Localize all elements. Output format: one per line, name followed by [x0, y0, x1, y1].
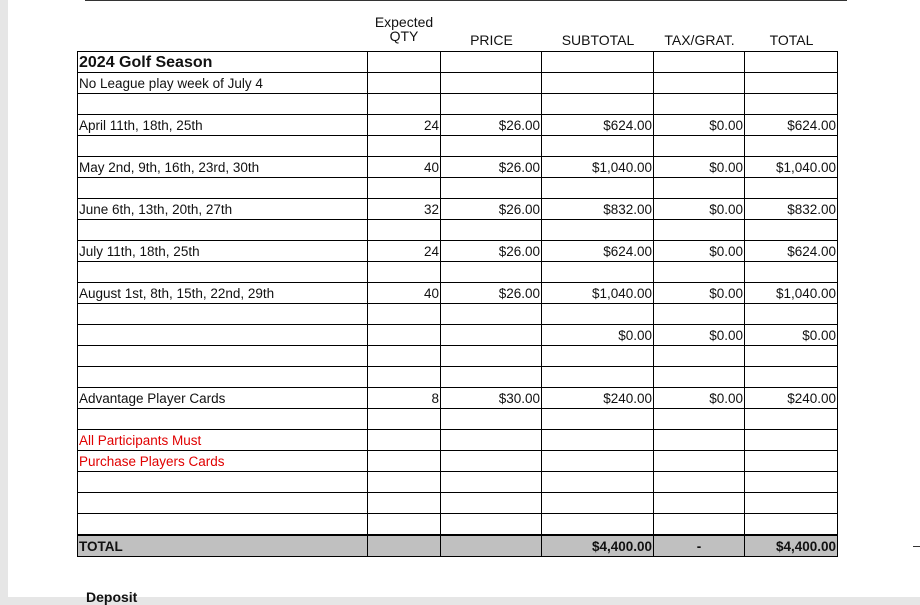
cell-price[interactable]: $26.00 [441, 241, 542, 262]
cell-qty[interactable] [368, 178, 441, 199]
data-row [78, 283, 838, 304]
cell-label[interactable] [78, 346, 368, 367]
cell-total[interactable] [745, 451, 838, 472]
cell-total[interactable]: $0.00 [745, 325, 838, 346]
cell-label[interactable]: April 11th, 18th, 25th [78, 115, 368, 136]
cell-tax[interactable]: - [654, 535, 745, 557]
cell-label[interactable]: June 6th, 13th, 20th, 27th [78, 199, 368, 220]
cell-qty[interactable]: 24 [368, 241, 441, 262]
cell-tax[interactable]: $0.00 [654, 199, 745, 220]
cell-total[interactable]: $832.00 [745, 199, 838, 220]
cell-price[interactable] [441, 136, 542, 157]
cell-total[interactable]: $240.00 [745, 388, 838, 409]
cell-total[interactable] [745, 94, 838, 115]
cell-label[interactable] [78, 493, 368, 514]
cell-total[interactable] [745, 430, 838, 451]
cell-subtotal[interactable]: $1,040.00 [542, 283, 654, 304]
spacer-row [78, 136, 838, 157]
cell-tax[interactable] [654, 430, 745, 451]
cell-tax[interactable] [654, 346, 745, 367]
cell-subtotal[interactable] [542, 136, 654, 157]
cell-label[interactable]: 2024 Golf Season [78, 52, 368, 73]
cell-price[interactable] [441, 514, 542, 536]
cell-tax[interactable] [654, 304, 745, 325]
cell-label[interactable] [78, 136, 368, 157]
cell-label[interactable] [78, 409, 368, 430]
cell-price[interactable] [441, 178, 542, 199]
header-qty [368, 15, 440, 43]
cell-qty[interactable] [368, 304, 441, 325]
spacer-row [78, 409, 838, 430]
spacer-row [78, 178, 838, 199]
spacer-row [78, 94, 838, 115]
cell-label[interactable]: August 1st, 8th, 15th, 22nd, 29th [78, 283, 368, 304]
cell-price[interactable] [441, 325, 542, 346]
spacer-row [78, 472, 838, 493]
cell-qty[interactable] [368, 220, 441, 241]
cell-subtotal[interactable]: $624.00 [542, 241, 654, 262]
cell-total[interactable] [745, 136, 838, 157]
top-rule [85, 0, 847, 1]
cell-total[interactable] [745, 409, 838, 430]
cell-qty[interactable] [368, 367, 441, 388]
cell-label[interactable] [78, 367, 368, 388]
cell-subtotal[interactable]: $240.00 [542, 388, 654, 409]
cell-tax[interactable] [654, 136, 745, 157]
cell-subtotal[interactable]: $4,400.00 [542, 535, 654, 557]
cell-price[interactable] [441, 73, 542, 94]
cell-price[interactable] [441, 367, 542, 388]
cell-total[interactable]: $1,040.00 [745, 157, 838, 178]
cell-qty[interactable] [368, 94, 441, 115]
cell-price[interactable]: $26.00 [441, 199, 542, 220]
cell-tax[interactable] [654, 262, 745, 283]
cell-qty[interactable] [368, 52, 441, 73]
cell-subtotal[interactable] [542, 178, 654, 199]
cell-total[interactable] [745, 367, 838, 388]
golf-season-table [77, 51, 838, 557]
cell-qty[interactable] [368, 346, 441, 367]
cell-total[interactable]: $1,040.00 [745, 283, 838, 304]
cell-tax[interactable] [654, 514, 745, 536]
cell-price[interactable] [441, 472, 542, 493]
cell-label[interactable] [78, 325, 368, 346]
cell-qty[interactable] [368, 409, 441, 430]
cell-qty[interactable]: 8 [368, 388, 441, 409]
cell-tax[interactable] [654, 52, 745, 73]
cell-total[interactable]: $4,400.00 [745, 535, 838, 557]
spacer-row [78, 514, 838, 536]
cell-price[interactable]: $30.00 [441, 388, 542, 409]
cell-label[interactable] [78, 178, 368, 199]
cell-tax[interactable]: $0.00 [654, 325, 745, 346]
cell-total[interactable]: $624.00 [745, 115, 838, 136]
cell-qty[interactable] [368, 451, 441, 472]
cell-subtotal[interactable] [542, 409, 654, 430]
cell-total[interactable] [745, 304, 838, 325]
cell-total[interactable] [745, 220, 838, 241]
title-row [78, 52, 838, 73]
cell-subtotal[interactable] [542, 430, 654, 451]
cell-subtotal[interactable] [542, 73, 654, 94]
spacer-row [78, 220, 838, 241]
warning-row [78, 451, 838, 472]
header-qty-line1: Expected [374, 14, 434, 30]
cell-tax[interactable]: $0.00 [654, 283, 745, 304]
cell-qty[interactable] [368, 262, 441, 283]
cell-price[interactable] [441, 430, 542, 451]
cell-price[interactable] [441, 94, 542, 115]
cell-label[interactable]: Purchase Players Cards [78, 451, 368, 472]
cell-price[interactable] [441, 409, 542, 430]
cell-label[interactable]: Advantage Player Cards [78, 388, 368, 409]
cell-total[interactable] [745, 514, 838, 536]
cell-tax[interactable]: $0.00 [654, 115, 745, 136]
cell-qty[interactable] [368, 514, 441, 536]
cell-qty[interactable]: 32 [368, 199, 441, 220]
cell-total[interactable] [745, 52, 838, 73]
cell-subtotal[interactable] [542, 472, 654, 493]
header-qty-line2: QTY [389, 28, 419, 44]
cell-total[interactable] [745, 73, 838, 94]
header-price: PRICE [470, 32, 513, 48]
cell-qty[interactable] [368, 493, 441, 514]
cell-subtotal[interactable] [542, 220, 654, 241]
cell-total[interactable] [745, 493, 838, 514]
cell-label[interactable]: TOTAL [78, 535, 368, 557]
cell-subtotal[interactable] [542, 94, 654, 115]
cell-subtotal[interactable] [542, 451, 654, 472]
cell-qty[interactable] [368, 535, 441, 557]
cell-tax[interactable] [654, 178, 745, 199]
cell-total[interactable] [745, 262, 838, 283]
cell-tax[interactable] [654, 367, 745, 388]
cell-qty[interactable] [368, 472, 441, 493]
data-row [78, 199, 838, 220]
cell-tax[interactable] [654, 409, 745, 430]
cell-tax[interactable] [654, 73, 745, 94]
spacer-row [78, 304, 838, 325]
cell-label[interactable]: All Participants Must [78, 430, 368, 451]
cell-subtotal[interactable] [542, 493, 654, 514]
cell-subtotal[interactable] [542, 514, 654, 536]
cell-label[interactable]: May 2nd, 9th, 16th, 23rd, 30th [78, 157, 368, 178]
spacer-row [78, 262, 838, 283]
cell-qty[interactable]: 40 [368, 157, 441, 178]
spacer-row [78, 367, 838, 388]
total-row [78, 535, 838, 557]
cell-tax[interactable] [654, 493, 745, 514]
cell-label[interactable]: No League play week of July 4 [78, 73, 368, 94]
spacer-row [78, 493, 838, 514]
cell-subtotal[interactable]: $832.00 [542, 199, 654, 220]
cell-price[interactable] [441, 493, 542, 514]
cell-label[interactable] [78, 220, 368, 241]
cell-price[interactable] [441, 451, 542, 472]
warning-row [78, 430, 838, 451]
cell-price[interactable] [441, 535, 542, 557]
cell-tax[interactable] [654, 472, 745, 493]
cell-label[interactable] [78, 262, 368, 283]
cell-tax[interactable] [654, 451, 745, 472]
cell-price[interactable] [441, 262, 542, 283]
cell-total[interactable] [745, 472, 838, 493]
cell-tax[interactable]: $0.00 [654, 388, 745, 409]
cell-qty[interactable]: 40 [368, 283, 441, 304]
cell-qty[interactable] [368, 73, 441, 94]
spreadsheet-page [8, 0, 920, 605]
margin-dash [913, 546, 920, 547]
cell-tax[interactable] [654, 94, 745, 115]
cell-tax[interactable]: $0.00 [654, 157, 745, 178]
cell-total[interactable] [745, 346, 838, 367]
data-row [78, 241, 838, 262]
header-tax: TAX/GRAT. [664, 32, 735, 48]
cell-tax[interactable] [654, 220, 745, 241]
cards-row [78, 388, 838, 409]
cell-subtotal[interactable]: $0.00 [542, 325, 654, 346]
header-total: TOTAL [769, 32, 814, 48]
cell-price[interactable] [441, 52, 542, 73]
cell-total[interactable] [745, 178, 838, 199]
cell-label[interactable]: July 11th, 18th, 25th [78, 241, 368, 262]
cell-subtotal[interactable] [542, 304, 654, 325]
cell-qty[interactable] [368, 325, 441, 346]
cell-subtotal[interactable]: $624.00 [542, 115, 654, 136]
cell-qty[interactable] [368, 430, 441, 451]
cell-tax[interactable]: $0.00 [654, 241, 745, 262]
data-row [78, 325, 838, 346]
cell-price[interactable] [441, 304, 542, 325]
cell-total[interactable]: $624.00 [745, 241, 838, 262]
header-subtotal: SUBTOTAL [561, 32, 635, 48]
spacer-row [78, 346, 838, 367]
cell-subtotal[interactable]: $1,040.00 [542, 157, 654, 178]
cell-label[interactable] [78, 94, 368, 115]
note-row [78, 73, 838, 94]
cell-qty[interactable]: 24 [368, 115, 441, 136]
cell-qty[interactable] [368, 136, 441, 157]
cell-price[interactable]: $26.00 [441, 157, 542, 178]
cell-label[interactable] [78, 472, 368, 493]
cell-subtotal[interactable] [542, 52, 654, 73]
cell-price[interactable] [441, 346, 542, 367]
data-row [78, 115, 838, 136]
cell-price[interactable] [441, 220, 542, 241]
cell-subtotal[interactable] [542, 367, 654, 388]
cell-label[interactable] [78, 304, 368, 325]
cell-price[interactable]: $26.00 [441, 115, 542, 136]
cell-label[interactable] [78, 514, 368, 536]
data-row [78, 157, 838, 178]
cell-subtotal[interactable] [542, 262, 654, 283]
cell-price[interactable]: $26.00 [441, 283, 542, 304]
cell-subtotal[interactable] [542, 346, 654, 367]
deposit-label: Deposit [86, 589, 138, 605]
